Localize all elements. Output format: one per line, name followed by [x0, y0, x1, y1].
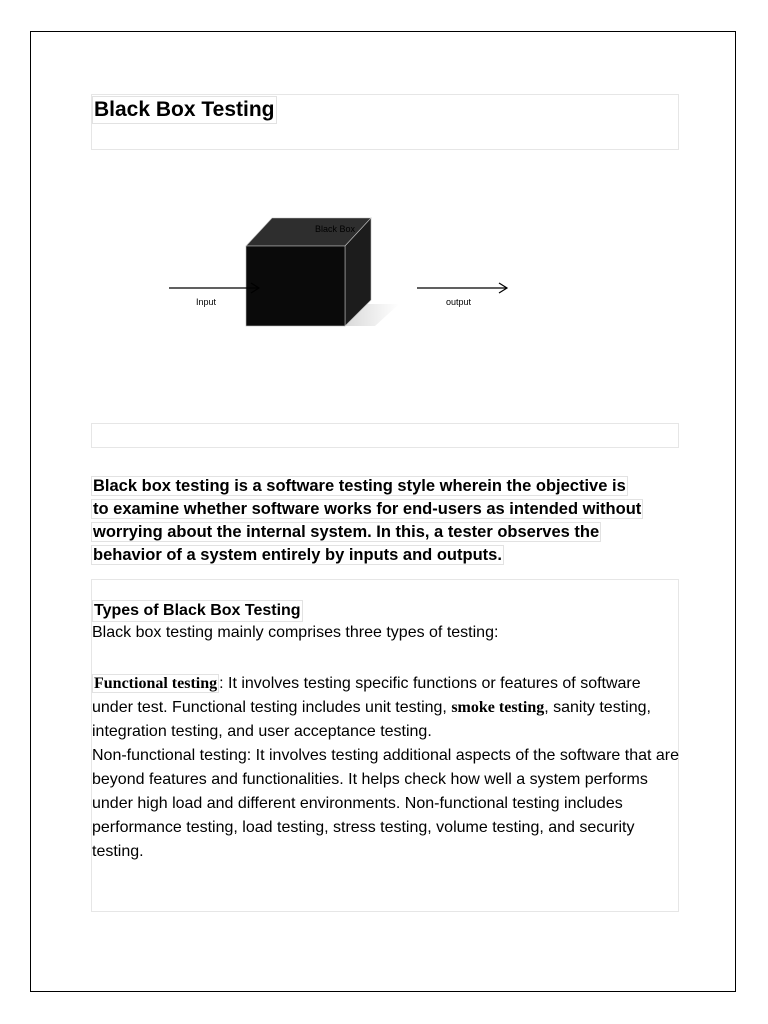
nonfunctional-testing-text: Non-functional testing: It involves testing additional aspects of the software that are beyond features and functionalities. It helps check how well a system performs under high load and different environments. Non-functional testing includes performance testing, load testing, stress testing, volume testing, and security testing.: [92, 747, 679, 860]
intro-line: to examine whether software works for end-users as intended without: [93, 500, 642, 518]
intro-line: worrying about the internal system. In this, a tester observes the: [93, 523, 600, 541]
types-heading: Types of Black Box Testing: [92, 600, 303, 622]
types-section: [91, 579, 679, 912]
functional-testing-term: Functional testing: [94, 675, 218, 692]
functional-testing-text-end: , sanity testing, integration testing, and user acceptance testing.: [92, 699, 651, 740]
input-label: Input: [196, 297, 217, 307]
smoke-testing-term: smoke testing: [451, 699, 545, 716]
intro-paragraph: [91, 475, 691, 567]
intro-line: behavior of a system entirely by inputs and outputs.: [93, 546, 502, 564]
empty-text-box: [91, 423, 679, 448]
cube-front-face: [246, 246, 345, 326]
page-title: Black Box Testing: [92, 96, 277, 124]
types-intro: Black box testing mainly comprises three types of testing:: [92, 624, 499, 641]
black-box-label: Black Box: [315, 224, 356, 234]
output-label: output: [446, 297, 472, 307]
types-body: [92, 672, 682, 864]
document-page: [30, 31, 736, 992]
black-box-diagram: [131, 182, 511, 342]
title-container: [91, 94, 679, 150]
intro-line: Black box testing is a software testing style wherein the objective is: [93, 477, 626, 495]
functional-testing-text: : It involves testing specific functions or features of software under test. Functional testing includes unit testing,: [92, 675, 641, 716]
